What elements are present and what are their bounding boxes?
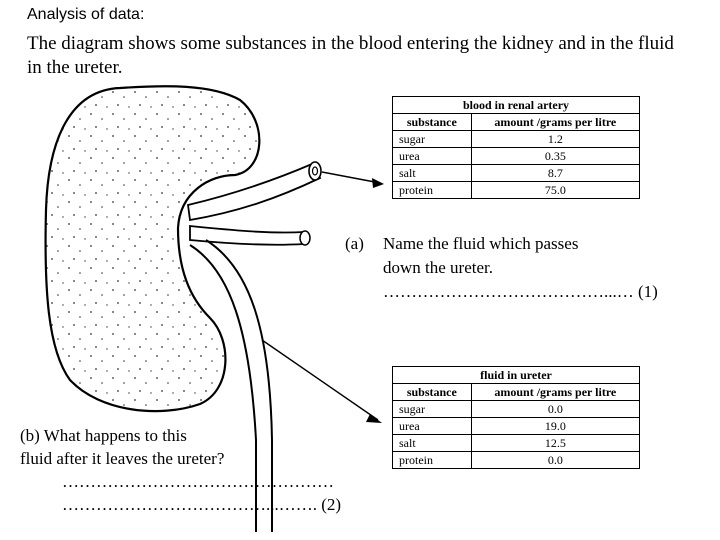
blood-col-amount: amount /grams per litre — [471, 114, 639, 131]
amount-cell: 75.0 — [471, 182, 639, 199]
blood-table-title: blood in renal artery — [393, 97, 640, 114]
question-a-line2: down the ureter. — [383, 258, 493, 277]
amount-cell: 12.5 — [471, 435, 639, 452]
table-row — [393, 452, 640, 469]
substance-cell: sugar — [393, 401, 472, 418]
table-row — [393, 435, 640, 452]
substance-cell: salt — [393, 165, 472, 182]
table-row — [393, 401, 640, 418]
table-row — [393, 418, 640, 435]
question-b-line1: (b) What happens to this — [20, 426, 187, 445]
question-a — [345, 232, 658, 304]
question-b-answer-line2: ………………………………...……. (2) — [62, 495, 342, 514]
substance-cell: protein — [393, 452, 472, 469]
amount-cell: 19.0 — [471, 418, 639, 435]
ureter-table-title: fluid in ureter — [393, 367, 640, 384]
substance-cell: urea — [393, 418, 472, 435]
table-row — [393, 131, 640, 148]
amount-cell: 8.7 — [471, 165, 639, 182]
table-row — [393, 165, 640, 182]
question-a-line1: Name the fluid which passes — [383, 234, 579, 253]
ureter-col-amount: amount /grams per litre — [471, 384, 639, 401]
table-row — [393, 148, 640, 165]
substance-cell: protein — [393, 182, 472, 199]
ureter-col-substance: substance — [393, 384, 472, 401]
question-b — [20, 424, 341, 516]
heading: Analysis of data: — [27, 6, 145, 23]
amount-cell: 0.0 — [471, 452, 639, 469]
substance-cell: sugar — [393, 131, 472, 148]
question-b-answer-line1: ………………………………………… — [62, 472, 334, 491]
arrow-to-blood-table — [322, 172, 380, 183]
blood-col-substance: substance — [393, 114, 472, 131]
blood-table — [392, 96, 640, 199]
question-a-answer-line: …………………………………...… (1) — [383, 282, 658, 301]
amount-cell: 0.0 — [471, 401, 639, 418]
substance-cell: salt — [393, 435, 472, 452]
question-b-line2: fluid after it leaves the ureter? — [20, 449, 225, 468]
table-row — [393, 182, 640, 199]
question-a-label: (a) — [345, 234, 364, 253]
ureter-table — [392, 366, 640, 469]
substance-cell: urea — [393, 148, 472, 165]
amount-cell: 0.35 — [471, 148, 639, 165]
intro-text: The diagram shows some substances in the blood entering the kidney and in the fluid in the ureter. — [27, 33, 674, 78]
arrow-to-ureter-table — [262, 340, 378, 420]
kidney-outline — [46, 86, 260, 411]
amount-cell: 1.2 — [471, 131, 639, 148]
renal-vein — [190, 226, 304, 245]
